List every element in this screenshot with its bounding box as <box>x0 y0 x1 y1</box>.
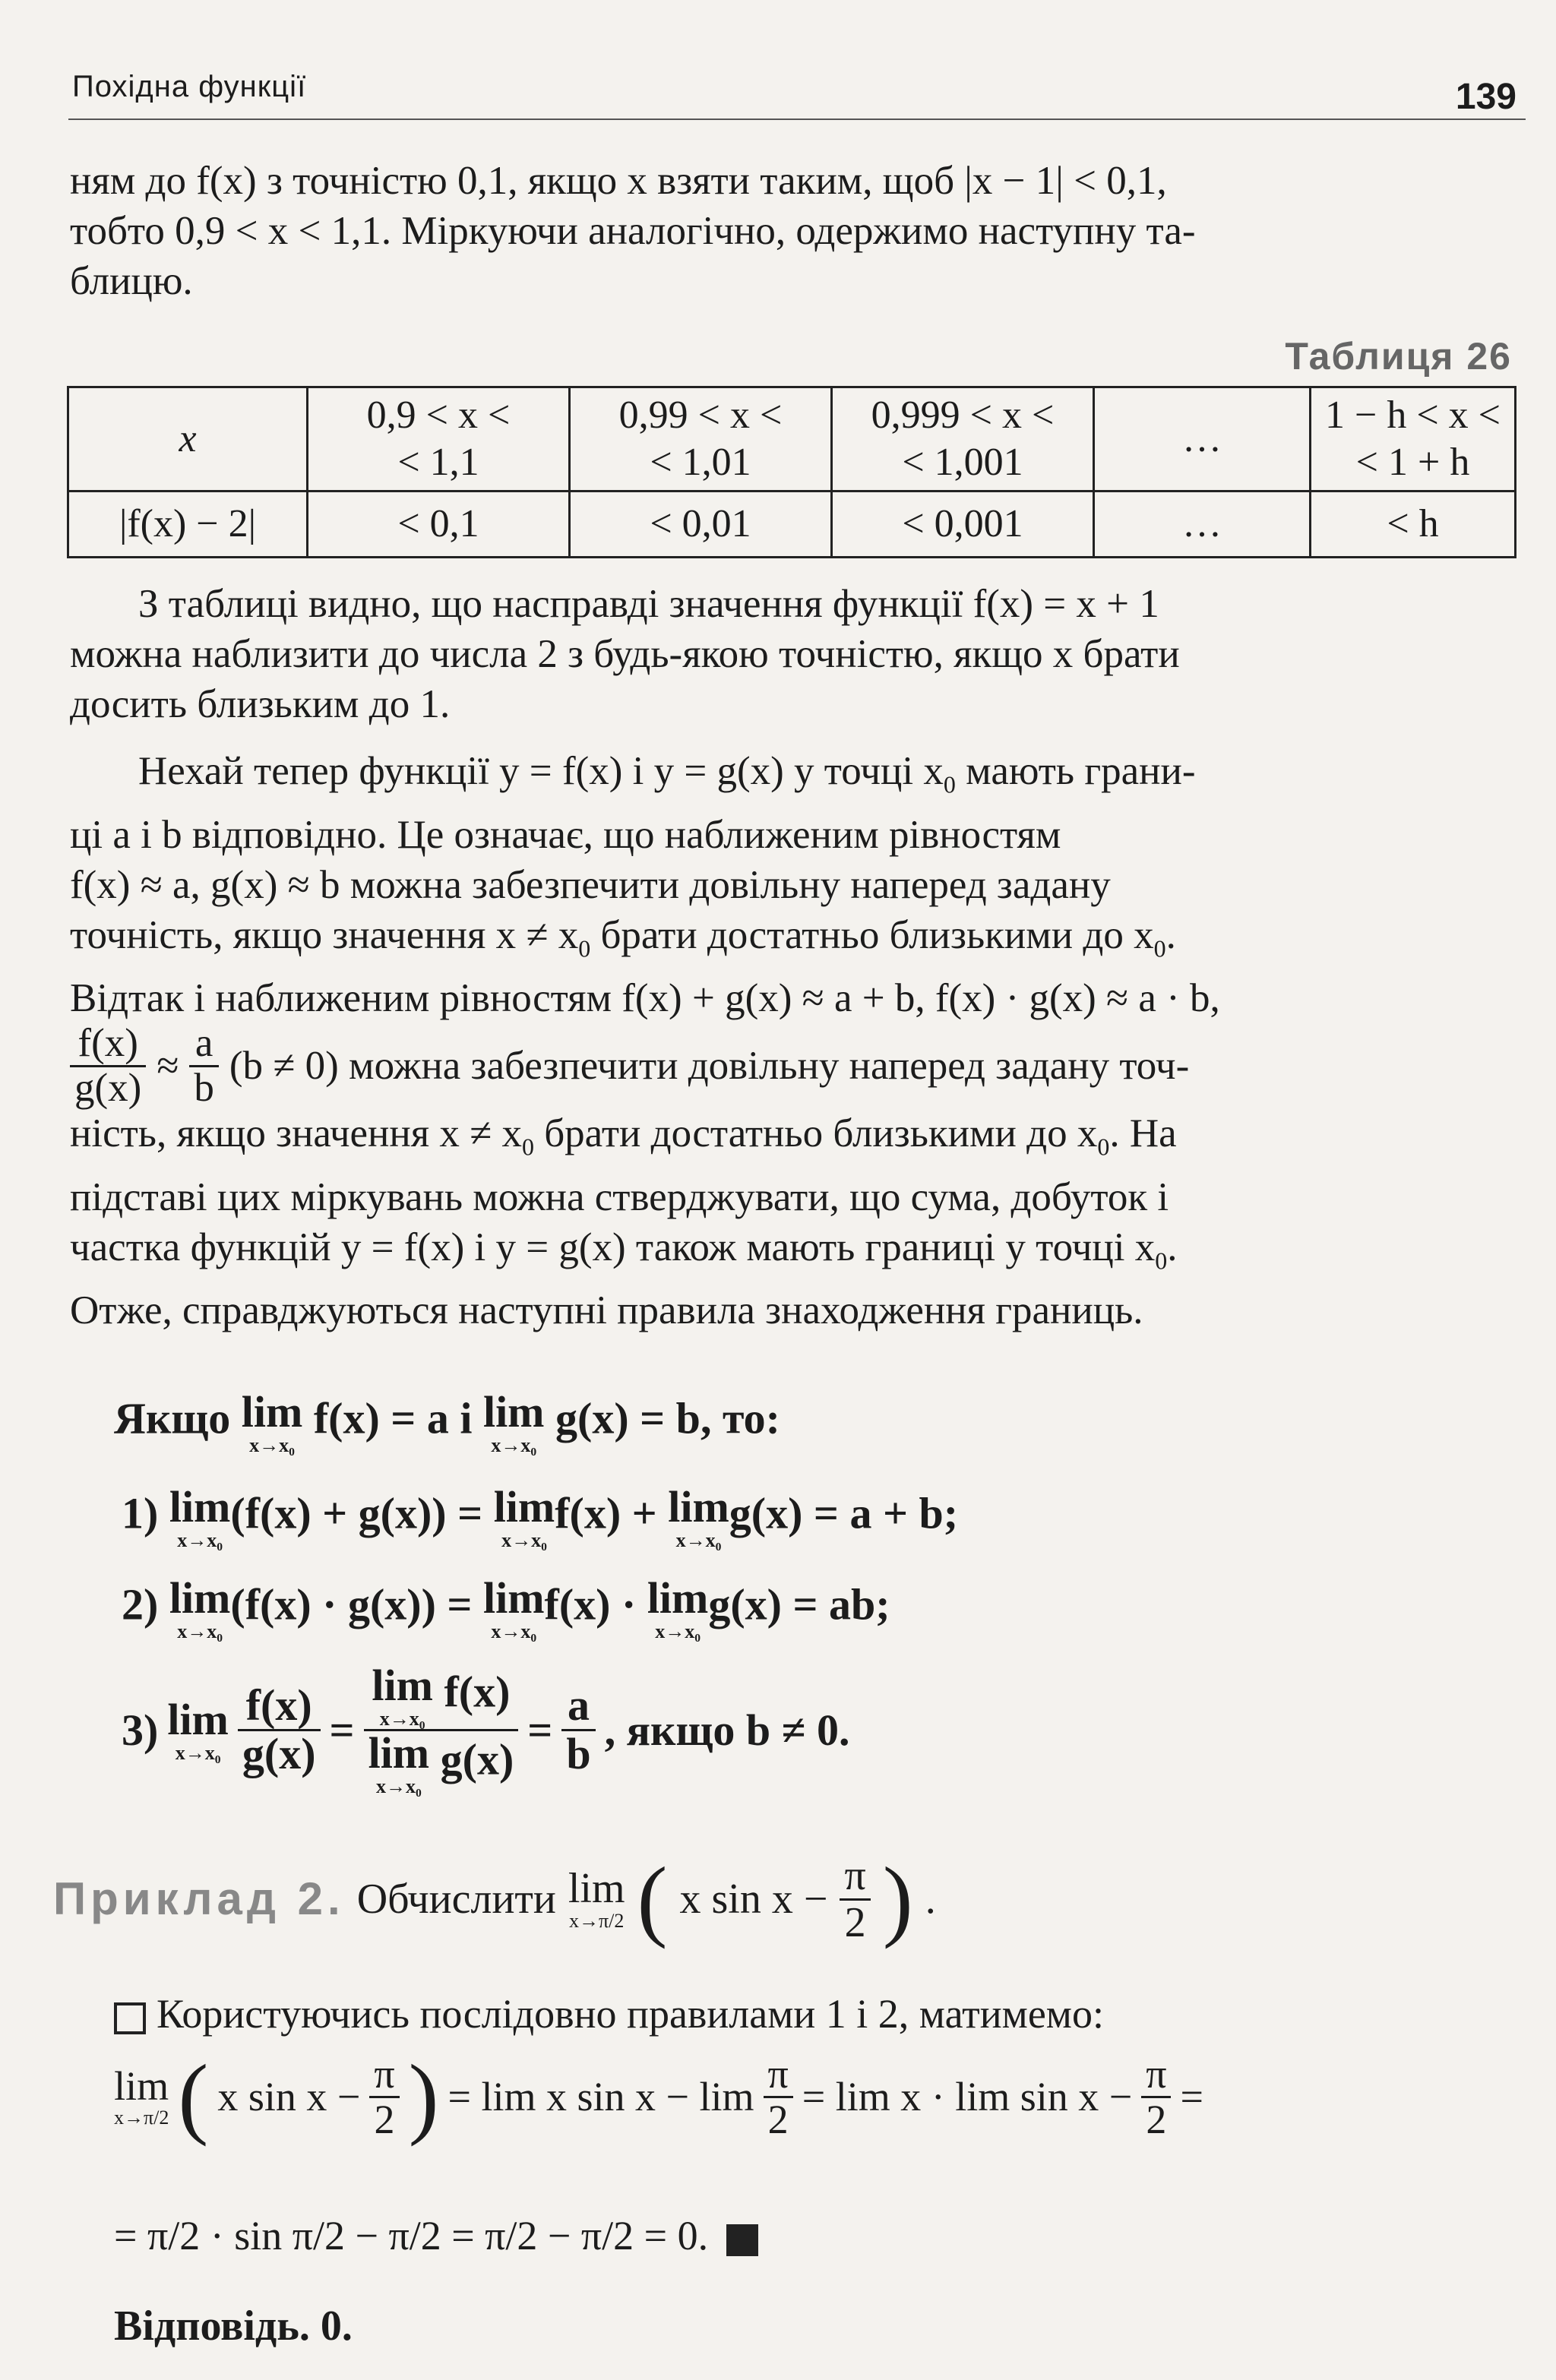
p1-line-2: можна наблизити до числа 2 з будь-якою точністю, якщо x брати <box>70 632 1180 676</box>
table-cell: < 0,1 <box>308 491 570 558</box>
intro-paragraph <box>70 156 1513 306</box>
p2-line: точність, якщо значення $x \ne x_0$ брати достатньо близькими до $x_0$. <box>70 912 1176 962</box>
table-row <box>68 491 1516 558</box>
values-table <box>67 386 1516 558</box>
rule-1: 1) lim x→x₀ (f(x) + g(x)) = lim x→x₀ f(x) + lim x→x₀ g(x) = a + b; <box>122 1482 959 1551</box>
table-cell: … <box>1094 491 1311 558</box>
p2-line: Отже, справджуються наступні правила знаходження границь. <box>70 1288 1143 1333</box>
p2-line: Нехай тепер функції y = f(x) і y = g(x) у точці $x_0$ мають грани- <box>138 749 1196 798</box>
fraction-a-over-b: $\frac{a}{b}$ <box>189 1022 219 1109</box>
table-cell: 0,99 < x < < 1,01 <box>570 387 832 491</box>
p2-line: ність, якщо значення $x \ne x_0$ брати достатньо близькими до $x_0$. На <box>70 1111 1177 1161</box>
example-2: Приклад 2. Обчислити lim x→π/2 ( x sin x − $\frac{\pi}{2}$ ) . <box>53 1848 936 1950</box>
table-cell: < 0,001 <box>832 491 1094 558</box>
example-label: Приклад 2. <box>53 1873 345 1925</box>
paragraph-1 <box>70 579 1513 729</box>
table-cell: 0,9 < x < < 1,1 <box>308 387 570 491</box>
answer: Відповідь. 0. <box>114 2303 353 2350</box>
header-rule <box>68 119 1526 120</box>
table-row <box>68 387 1516 491</box>
table-caption: Таблиця 26 <box>1285 335 1512 378</box>
rule-2: 2) lim x→x₀ (f(x) · g(x)) = lim x→x₀ f(x) · lim x→x₀ g(x) = ab; <box>122 1573 890 1642</box>
intro-line-1: ням до f(x) з точністю 0,1, якщо x взяти таким, щоб |x − 1| < 0,1, <box>70 159 1167 203</box>
p2-line: підставі цих міркувань можна стверджувати, що сума, добуток і <box>70 1174 1169 1219</box>
intro-line-3: блицю. <box>70 259 193 303</box>
rule-condition: Якщо lim x→x₀ f(x) = a і lim x→x₀ g(x) = b, то: <box>114 1387 780 1456</box>
table-cell: 1 − h < x < < 1 + h <box>1311 387 1516 491</box>
p2-fraction-line: $\frac{f(x)}{g(x)}$ ≈ $\frac{a}{b}$ (b ≠ 0) можна забезпечити довільну наперед задану точ- <box>70 1023 1513 1108</box>
solution-line-1: lim x→π/2 ( x sin x − $\frac{\pi}{2}$ ) = lim x sin x − lim $\frac{\pi}{2}$ = lim x · lim sin x − $\frac{\pi}{2}$ = <box>114 2046 1203 2147</box>
table-cell: 0,999 < x < < 1,001 <box>832 387 1094 491</box>
proof-end-icon <box>726 2224 758 2256</box>
p1-line-1: З таблиці видно, що насправді значення функції f(x) = x + 1 <box>138 582 1159 626</box>
p2-line: частка функцій y = f(x) і y = g(x) також мають границі у точці $x_0$. <box>70 1225 1178 1275</box>
p2-line: ці a і b відповідно. Це означає, що наближеним рівностям <box>70 812 1061 857</box>
table-cell: |f(x) − 2| <box>68 491 308 558</box>
rule-3: 3) lim x→x₀ $\frac{f(x)}{g(x)}$ = lim x→x₀ f(x) lim x→x₀ g(x) = $\frac{a}{b}$ , якщо b ≠ 0. <box>122 1661 850 1797</box>
table-cell: … <box>1094 387 1311 491</box>
table-cell: < h <box>1311 491 1516 558</box>
table-cell: < 0,01 <box>570 491 832 558</box>
p1-line-3: досить близьким до 1. <box>70 682 451 726</box>
running-title: Похідна функції <box>72 70 307 103</box>
page-number: 139 <box>1455 77 1516 117</box>
solution-line-2: = π/2 · sin π/2 − π/2 = π/2 − π/2 = 0. <box>114 2211 758 2261</box>
solution-intro: Користуючись послідовно правилами 1 і 2, матимемо: <box>114 1989 1104 2039</box>
p2-line: Відтак і наближеним рівностям f(x) + g(x) ≈ a + b, f(x) · g(x) ≈ a · b, <box>70 976 1220 1021</box>
proof-start-icon <box>114 2002 146 2034</box>
table-cell: x <box>68 387 308 491</box>
limit-operator: lim x→x₀ <box>482 1387 545 1456</box>
p2-line: f(x) ≈ a, g(x) ≈ b можна забезпечити довільну наперед задану <box>70 862 1111 907</box>
fraction-f-over-g: $\frac{f(x)}{g(x)}$ <box>70 1022 146 1109</box>
intro-line-2: тобто 0,9 < x < 1,1. Міркуючи аналогічно, одержимо наступну та- <box>70 209 1196 253</box>
paragraph-2 <box>70 746 1513 1335</box>
limit-operator: lim x→x₀ <box>241 1387 303 1456</box>
